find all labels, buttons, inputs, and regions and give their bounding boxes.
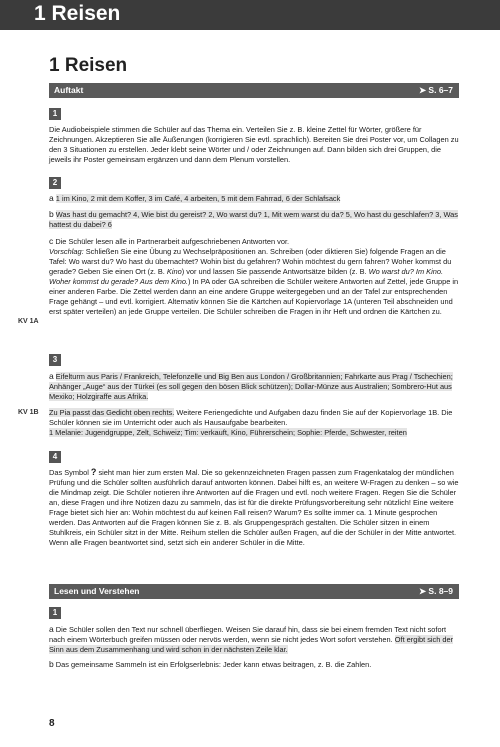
exercise-1-text: Die Audiobeispiele stimmen die Schüler auf das Thema ein. Verteilen Sie z. B. kleine Zettel für Wörter, größere für Zeichnungen. Akzeptieren Sie alle Äußerungen (korrigieren Sie evtl. sprachlich). Bereiten Sie drei Poster vor, um Collagen zu den 3 Situationen zu erstellen. Jeder klebt seine Wörter und / oder Zeichnungen auf. Dann bilden sich drei Gruppen, die jeweils ihr Poster gemeinsam ergänzen und dann dem Plenum vorstellen. (49, 125, 459, 164)
page-title: 1 Reisen (49, 55, 128, 76)
section-bar-lesen (49, 584, 459, 599)
exercise-number-3: 3 (49, 354, 61, 366)
exercise-2a: a 1 im Kino, 2 mit dem Koffer, 3 im Café, 4 arbeiten, 5 mit dem Fahrrad, 6 der Schlafsack (49, 193, 341, 203)
exercise-5b: b Das gemeinsame Sammeln ist ein Erfolgserlebnis: Jeder kann etwas beitragen, z. B. die Zahlen. (49, 659, 372, 669)
section-label: Lesen und Verstehen (54, 586, 140, 596)
exercise-number-2: 2 (49, 177, 61, 189)
answer-highlight: Oft ergibt sich der Sinn aus dem Zusammenhang und wird schon in der nächsten Zeile klar. (49, 635, 454, 654)
answer-highlight: 1 im Kino, 2 mit dem Koffer, 3 im Café, 4 arbeiten, 5 mit dem Fahrrad, 6 der Schlafsack (55, 194, 341, 203)
chapter-header-bar (0, 0, 500, 30)
exercise-3a: a Eifelturm aus Paris / Frankreich, Telefonzelle und Big Ben aus London / Großbritannien; Fahrkarte aus Prag / Tschechien; Anhänger „Auge“ aus der Türkei (es soll gegen den bösen Blick schützen); Dollar-Münze aus Australien; Sombrero-Hut aus Mexiko; Holzgiraffe aus Afrika. (49, 371, 453, 401)
answer-highlight: 1 Melanie: Jugendgruppe, Zelt, Schweiz; Tim: verkauft, Kino, Führerschein; Sophie: Pferde, Schwester, reiten (49, 428, 407, 437)
exercise-number-1b: 1 (49, 607, 61, 619)
section-page-ref: ➤ S. 8–9 (418, 586, 453, 596)
exercise-4-text: Das Symbol ? sieht man hier zum ersten Mal. Die so gekennzeichneten Fragen passen zum Fragenkatalog der mündlichen Prüfung und die Schüler sollten ausführlich darauf antworten können. Dabei hilft es, an weitere W-Fragen zu denken – so wie die Mindmap zeigt. Die Schüler notieren ihre Antworten auf die Fragen und evtl. noch weitere Fragen. Regen Sie die Schüler an, diese Fragen und ihre Notizen dazu zu sammeln, das ist für die direkte Prüfungsvorbereitung sehr nützlich! Eine weitere Frage bietet sich hier an: Wohin möchtest du auf keinen Fall reisen? Warum? Es sollte immer ca. 1 Minute gesprochen werden. Das Antworten auf die Fragen können Sie z. B. als Gruppengespräch gestalten. Die Schüler sitzen in einem Stuhlkreis, ein Schüler sitzt in der Mitte. Reihum stellen die Schüler außen Fragen, auf die der Schüler in der Mitte antwortet. Wenn alle Fragen beantwortet sind, setzt sich ein anderer Schüler in die Mitte. (49, 467, 459, 547)
chapter-tab-title: 1 Reisen (34, 2, 121, 25)
exercise-3b: Zu Pia passt das Gedicht oben rechts. Weitere Feriengedichte und Aufgaben dazu finden Sie auf der Kopiervorlage 1B. Die Schüler können sie im Unterricht oder auch als Hausaufgabe bearbeiten. 1 Melanie: Jugendgruppe, Zelt, Schweiz; Tim: verkauft, Kino, Führerschein; Sophie: Pferde, Schwester, reiten (49, 408, 453, 437)
exercise-number-1: 1 (49, 108, 61, 120)
exercise-5a: a Die Schüler sollen den Text nur schnell überfliegen. Weisen Sie darauf hin, dass sie bei einem fremden Text nicht sofort nach einem Wörterbuch greifen müssen oder nervös werden, wenn sie nicht jedes Wort sofort verstehen. Oft ergibt sich der Sinn aus dem Zusammenhang und wird schon in der nächsten Zeile klar. (49, 624, 454, 654)
answer-highlight: Eifelturm aus Paris / Frankreich, Telefonzelle und Big Ben aus London / Großbritannien; Fahrkarte aus Prag / Tschechien; Anhänger „Auge“ aus der Türkei (es soll gegen den bösen Blick schützen); Dollar-Münze aus Australien; Sombrero-Hut aus Mexiko; Holzgiraffe aus Afrika. (49, 372, 453, 401)
page-number: 8 (49, 718, 55, 729)
question-symbol-icon: ? (90, 467, 97, 477)
answer-highlight: Zu Pia passt das Gedicht oben rechts. (49, 408, 175, 417)
answer-highlight: Was hast du gemacht? 4, Wie bist du gereist? 2, Wo warst du? 1, Mit wem warst du da? 5, Wo hast du geschlafen? 3, Was hattest du dabei? 6 (49, 210, 458, 229)
section-label: Auftakt (54, 85, 84, 95)
exercise-2b: b Was hast du gemacht? 4, Wie bist du gereist? 2, Wo warst du? 1, Mit wem warst du da? 5, Wo hast du geschlafen? 3, Was hattest du dabei? 6 (49, 209, 458, 229)
exercise-2c: c Die Schüler lesen alle in Partnerarbeit aufgeschriebenen Antworten vor. Vorschlag: Schließen Sie eine Übung zu Wechselpräpositionen an. Schreiben (oder diktieren Sie) folgende Fragen an die Tafel: Wo warst du? Wo hast du übernachtet? Wohin bist du gefahren? Wohin möchtest du gern fahren? Woher kommst du gerade? Geben Sie einen Ort (z. B. Kino) vor und lassen Sie passende Antwortsätze bilden (z. B. Wo warst du? Im Kino. Woher kommst du gerade? Aus dem Kino.) In PA oder GA schreiben die Schüler weitere Antworten auf Zettel, jede Gruppe in einer anderen Farbe. Die Zettel werden dann an eine andere Gruppe weitergegeben und an der Tafel zur entsprechenden Frage gehängt – und evtl. korrigiert. Alternativ können Sie die Kärtchen auf Kopiervorlage 1A (unteren Teil abschneiden und erst später verteilen) an jede Gruppe verteilen. Die Schüler schreiben die Fragen in ihr Heft und ordnen die Kärtchen zu. (49, 236, 459, 316)
section-bar-auftakt (49, 83, 459, 98)
kv-reference-1a: KV 1A (18, 318, 39, 325)
exercise-number-4: 4 (49, 451, 61, 463)
kv-reference-1b: KV 1B (18, 409, 39, 416)
section-page-ref: ➤ S. 6–7 (418, 85, 453, 95)
